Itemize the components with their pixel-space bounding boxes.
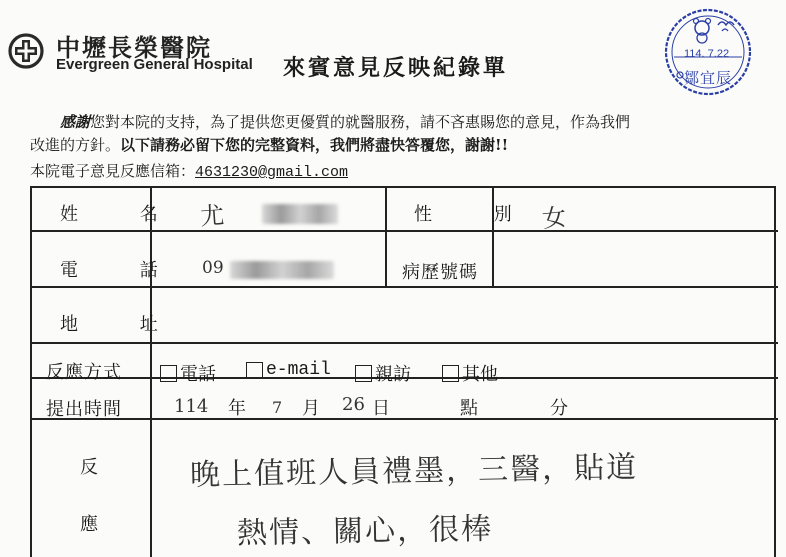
time-day-value[interactable]: 26 bbox=[342, 394, 365, 415]
row-divider bbox=[32, 418, 778, 420]
feedback-form-table bbox=[30, 186, 776, 557]
record-number-label: 病歷號碼 bbox=[402, 262, 478, 283]
feedback-label-2: 應 bbox=[80, 514, 99, 535]
method-option-label: 電話 bbox=[180, 364, 216, 385]
time-day-unit: 日 bbox=[372, 398, 391, 419]
checkbox[interactable] bbox=[355, 365, 372, 382]
intro-line-1 bbox=[30, 111, 770, 134]
row-divider bbox=[32, 286, 778, 288]
column-divider bbox=[150, 188, 152, 557]
phone-value[interactable]: 09 bbox=[202, 258, 224, 278]
redacted-phone bbox=[230, 261, 334, 279]
hospital-logo-icon bbox=[6, 30, 50, 70]
name-value[interactable]: 尤 bbox=[199, 201, 226, 231]
form-title: 來賓意見反映紀錄單 bbox=[283, 55, 509, 81]
time-year-unit: 年 bbox=[228, 398, 247, 419]
received-date-stamp bbox=[660, 7, 756, 97]
stamp-name: 鄒宜辰 bbox=[684, 69, 733, 87]
method-option-label: 其他 bbox=[462, 364, 498, 385]
method-option-email[interactable] bbox=[246, 360, 331, 380]
gender-value[interactable]: 女 bbox=[540, 202, 568, 234]
feedback-email-line bbox=[30, 160, 348, 181]
row-divider bbox=[32, 342, 778, 344]
time-year-value[interactable]: 114 bbox=[174, 396, 209, 417]
time-hour-unit: 點 bbox=[460, 398, 479, 419]
phone-label: 電 話 bbox=[60, 260, 186, 281]
checkbox[interactable] bbox=[442, 365, 459, 382]
intro-line-2 bbox=[0, 134, 770, 157]
form-header bbox=[0, 0, 786, 105]
address-label: 地 址 bbox=[60, 314, 186, 335]
time-label: 提出時間 bbox=[46, 399, 122, 420]
feedback-email-link[interactable]: 4631230@gmail.com bbox=[195, 164, 349, 181]
thanks-word: 感謝 bbox=[60, 113, 91, 131]
checkbox[interactable] bbox=[160, 365, 177, 382]
feedback-text-line-2[interactable]: 熱情、關心，很棒 bbox=[236, 511, 494, 552]
method-option-label: e-mail bbox=[266, 360, 331, 380]
method-option-visit[interactable] bbox=[355, 360, 411, 386]
intro-line-1-text: 您對本院的支持，為了提供您更優質的就醫服務，請不吝惠賜您的意見，作為我們 bbox=[90, 113, 631, 131]
redacted-name bbox=[262, 204, 338, 224]
gender-label: 性 別 bbox=[414, 204, 540, 225]
intro-text bbox=[30, 111, 770, 157]
intro-line-2-bold: 以下請務必留下您的完整資料，我們將盡快答覆您，謝謝!! bbox=[120, 136, 509, 154]
checkbox[interactable] bbox=[246, 362, 263, 379]
column-divider bbox=[385, 188, 387, 286]
stamp-date: 114. 7.22 bbox=[684, 48, 730, 60]
hospital-name-zh: 中壢長榮醫院 bbox=[56, 35, 212, 62]
name-label: 姓 名 bbox=[60, 204, 186, 225]
feedback-label-1: 反 bbox=[80, 457, 99, 478]
time-month-value[interactable]: 7 bbox=[272, 398, 283, 417]
email-label: 本院電子意見反應信箱： bbox=[30, 162, 196, 180]
time-month-unit: 月 bbox=[302, 398, 321, 419]
method-option-label: 親訪 bbox=[375, 364, 411, 385]
row-divider bbox=[32, 230, 778, 232]
hospital-name-en: Evergreen General Hospital bbox=[56, 56, 253, 73]
feedback-text-line-1[interactable]: 晚上值班人員禮墨，三醫，貼道 bbox=[189, 450, 639, 493]
method-label: 反應方式 bbox=[46, 362, 122, 383]
method-option-other[interactable] bbox=[442, 360, 498, 386]
time-minute-unit: 分 bbox=[550, 398, 569, 419]
intro-line-2-plain: 改進的方針。 bbox=[30, 136, 121, 154]
method-option-phone[interactable] bbox=[160, 360, 216, 386]
